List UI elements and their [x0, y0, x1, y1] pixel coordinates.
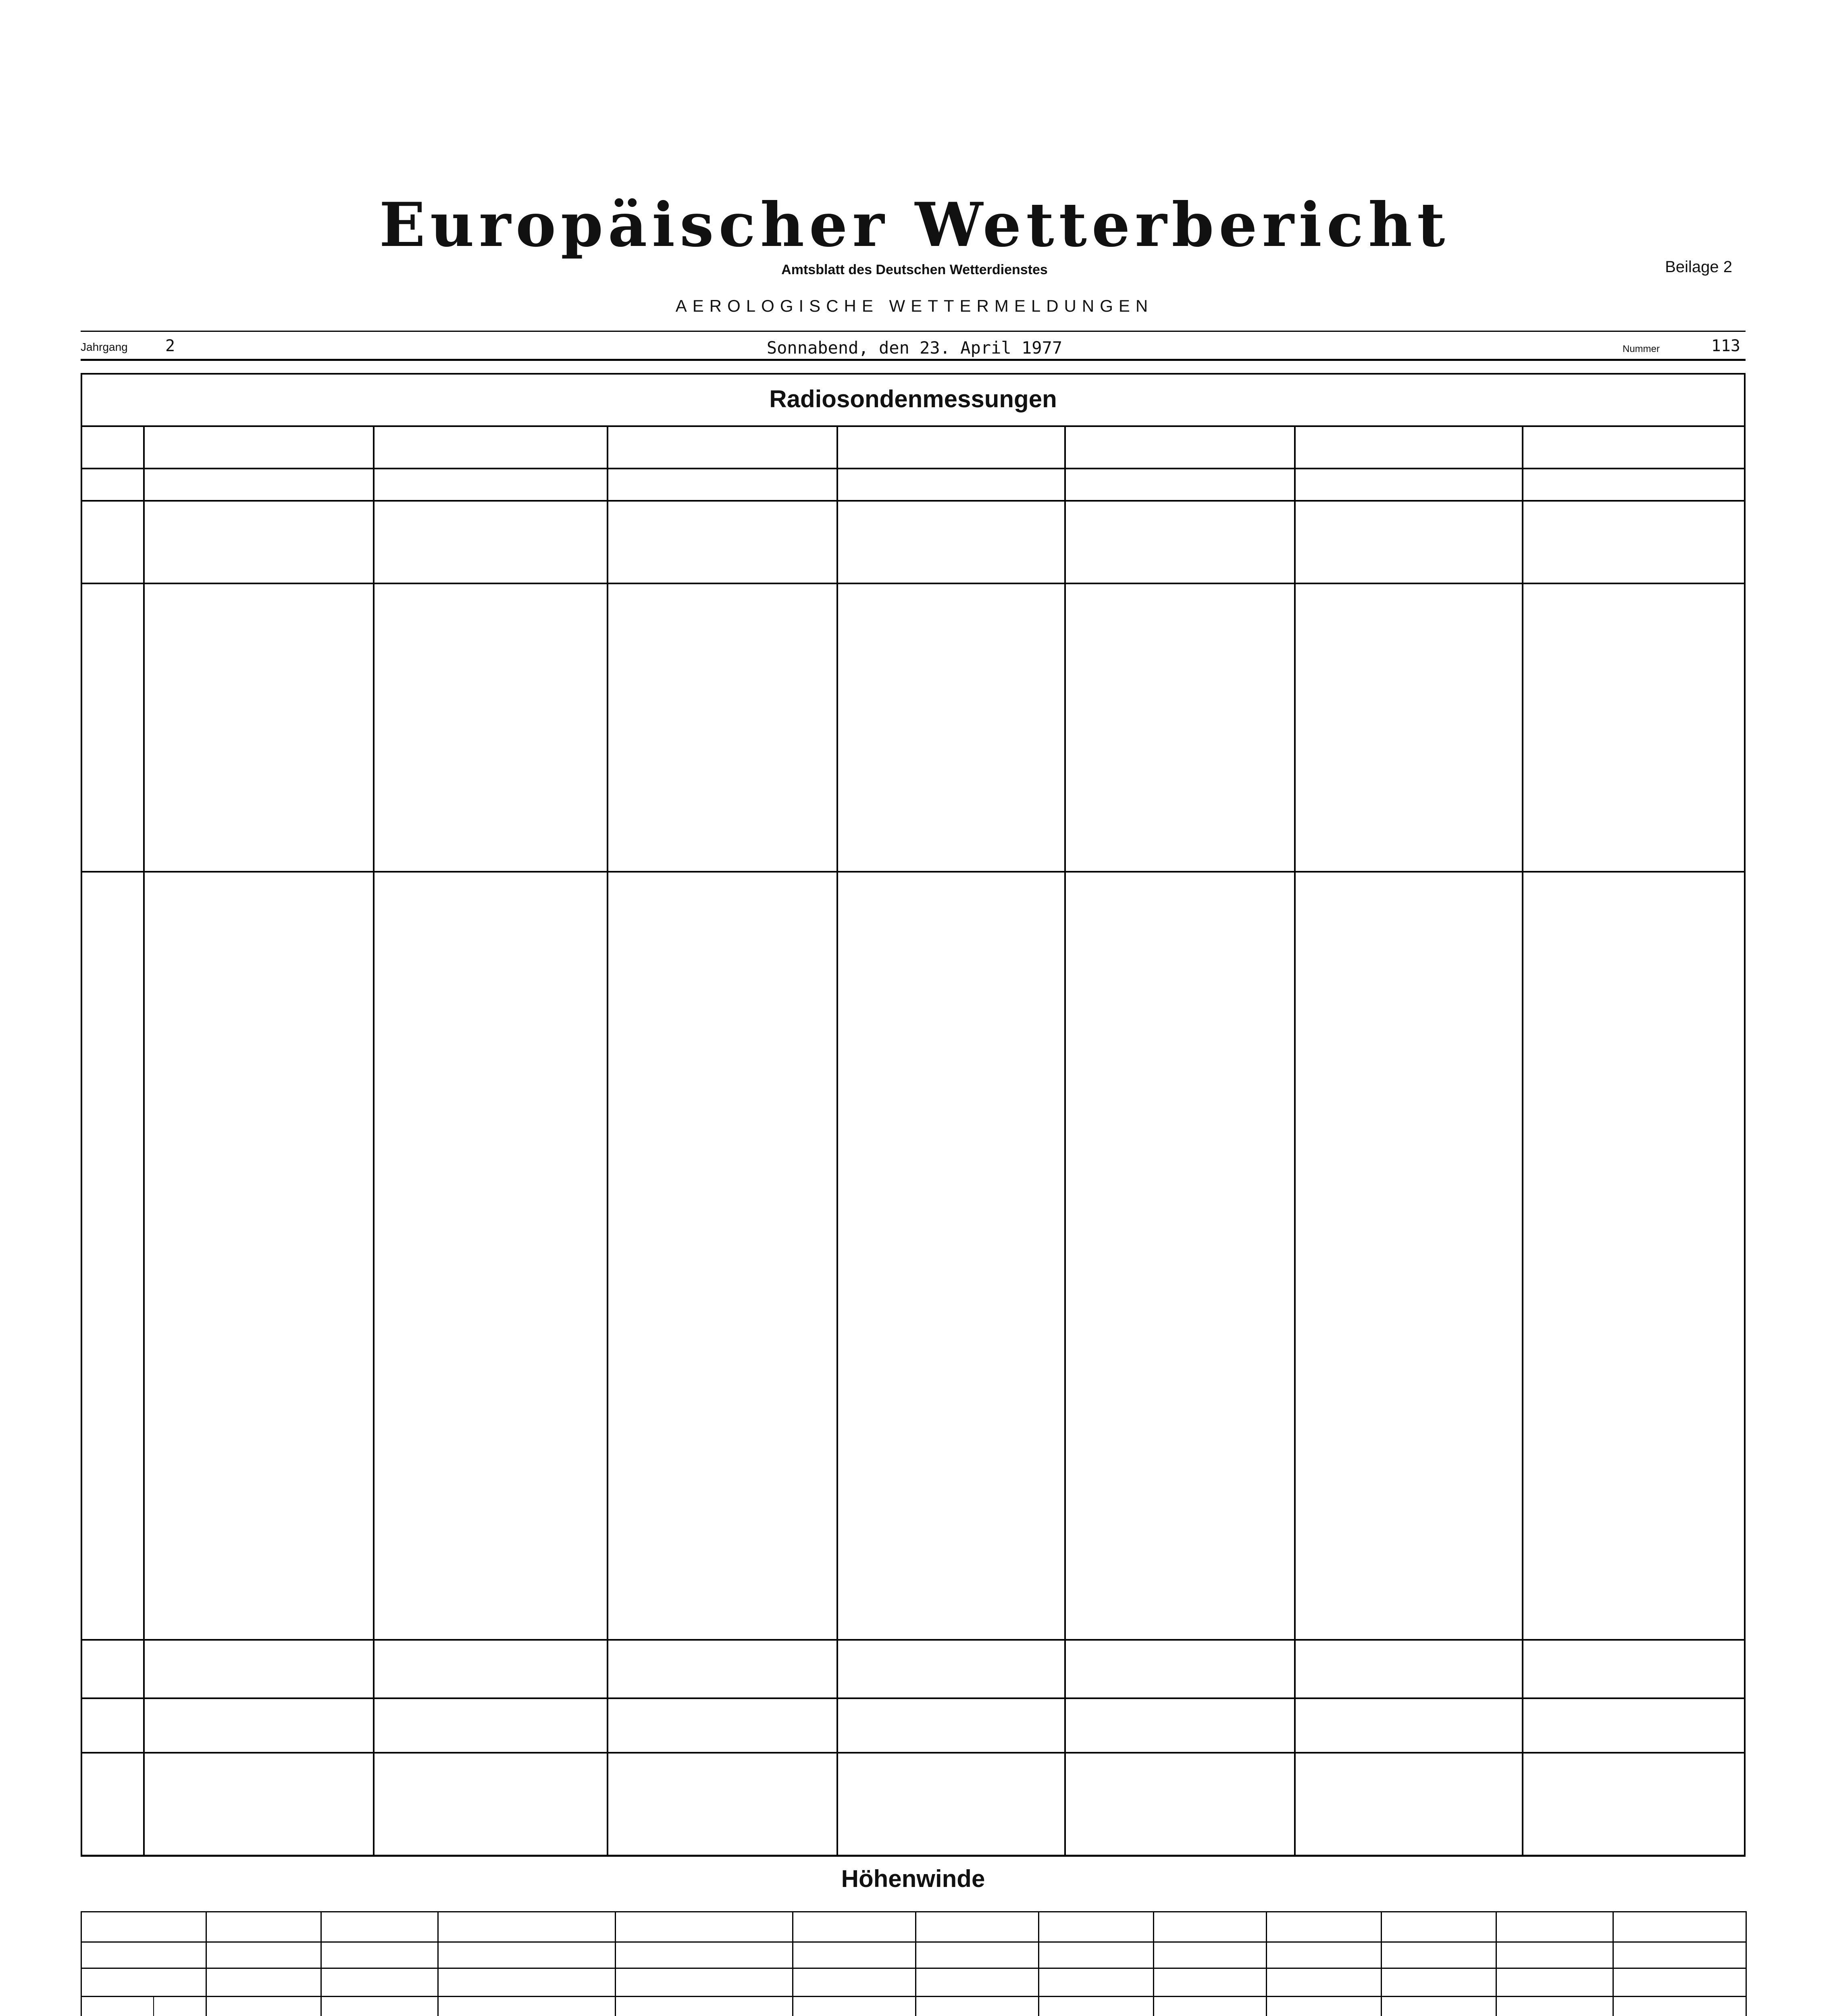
grid-line	[81, 1639, 1746, 1641]
markante-punkte-label	[97, 1363, 113, 1387]
grid-line	[1496, 1911, 1497, 2016]
grid-line	[81, 468, 1746, 469]
grid-line	[153, 1996, 154, 2016]
grid-line	[915, 1911, 916, 2016]
beilage-label: Beilage 2	[1665, 258, 1732, 276]
grid-line	[1522, 425, 1523, 1855]
hoehenwinde-title: Höhenwinde	[841, 1865, 985, 1892]
radiosonde-title: Radiosondenmessungen	[769, 385, 1057, 412]
grid-line	[1153, 1911, 1154, 2016]
grid-line	[1294, 425, 1296, 1855]
grid-line	[1038, 1911, 1039, 2016]
grid-line	[792, 1911, 793, 2016]
nummer-label: Nummer	[1622, 344, 1660, 354]
section-heading: AEROLOGISCHE WETTERMELDUNGEN	[675, 296, 1154, 315]
grid-line	[1064, 425, 1066, 1855]
divider	[81, 331, 1746, 332]
grid-line	[81, 1697, 1746, 1699]
grid-line	[143, 425, 145, 1855]
grid-line	[81, 1752, 1746, 1754]
page-title: Europäischer Wetterbericht	[379, 190, 1450, 260]
grid-line	[437, 1911, 439, 2016]
jahrgang-label: Jahrgang	[81, 341, 128, 353]
grid-line	[373, 425, 375, 1855]
grid-line	[607, 425, 608, 1855]
grid-line	[81, 1855, 1746, 1856]
grid-line	[1746, 1911, 1747, 2016]
grid-line	[615, 1911, 616, 2016]
nummer-value: 113	[1711, 337, 1740, 355]
subtitle: Amtsblatt des Deutschen Wetterdienstes	[781, 262, 1048, 277]
grid-line	[836, 425, 838, 1855]
grid-line	[81, 500, 1746, 502]
grid-line	[1613, 1911, 1614, 2016]
grid-line	[1266, 1911, 1267, 2016]
grid-line	[81, 425, 1746, 427]
issue-date: Sonnabend, den 23. April 1977	[766, 338, 1063, 358]
grid-line	[206, 1911, 207, 2016]
radiosonde-table	[81, 373, 1746, 1857]
grid-line	[81, 583, 1746, 584]
jahrgang-value: 2	[165, 337, 175, 355]
grid-line	[81, 1911, 82, 2016]
grid-line	[81, 871, 1746, 873]
grid-line	[1381, 1911, 1382, 2016]
grid-line	[320, 1911, 322, 2016]
divider	[81, 359, 1746, 361]
